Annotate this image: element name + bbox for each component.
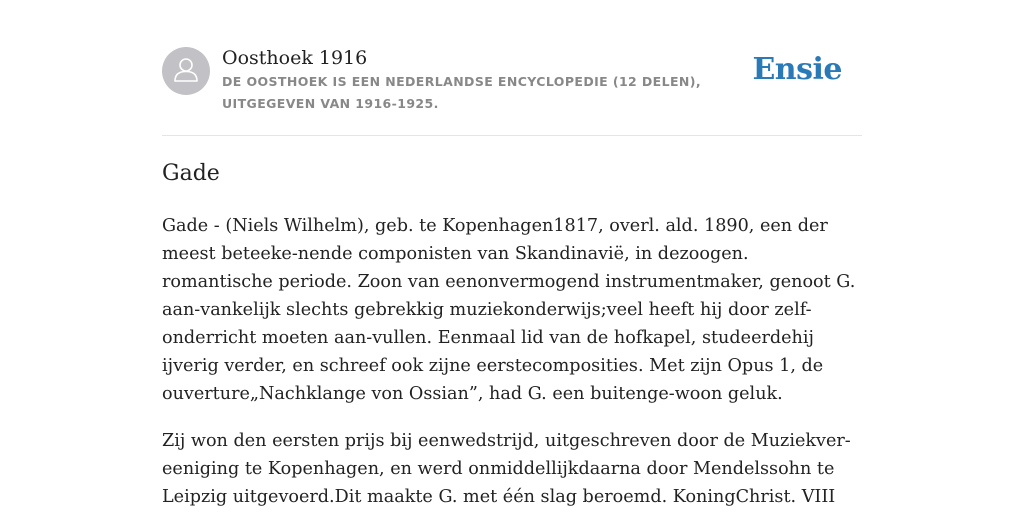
article bbox=[162, 158, 862, 511]
brand-logo[interactable]: Ensie bbox=[752, 52, 842, 87]
user-icon bbox=[162, 47, 210, 95]
source-header bbox=[162, 46, 862, 136]
article-title: Gade bbox=[162, 161, 220, 186]
avatar[interactable] bbox=[162, 47, 210, 95]
source-title[interactable]: Oosthoek 1916 bbox=[222, 47, 368, 69]
header-divider bbox=[162, 135, 862, 136]
article-paragraph: Zij won den eersten prijs bij eenwedstrijd, uitgeschreven door de Muziekver-eeniging te Kopenhagen, en werd onmiddellijkdaarna door Mendelssohn te Leipzig uitgevoerd.Dit maakte G. met één slag beroemd. KoningChrist. VIII bbox=[162, 431, 851, 507]
source-description: DE OOSTHOEK IS EEN NEDERLANDSE ENCYCLOPEDIE (12 DELEN), UITGEGEVEN VAN 1916-1925. bbox=[222, 74, 702, 111]
article-paragraph: Gade - (Niels Wilhelm), geb. te Kopenhagen1817, overl. ald. 1890, een der meest beteeke-nende componisten van Skandinavië, in dezoogen. romantische periode. Zoon van eenonvermogend instrumentmaker, genoot G. aan-vankelijk slechts gebrekkig muziekonderwijs;veel heeft hij door zelf-onderricht moeten aan-vullen. Eenmaal lid van de hofkapel, studeerdehij ijverig verder, en schreef ook zijne eerstecomposities. Met zijn Opus 1, de ouverture„Nachklange von Ossian”, had G. een buitenge-woon geluk. bbox=[162, 216, 856, 404]
